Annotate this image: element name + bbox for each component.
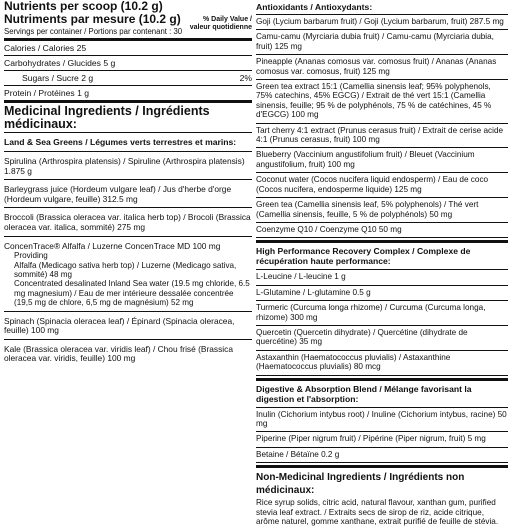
concentrace-title: ConcenTrace® Alfalfa / Luzerne ConcenTrace MD 100 mg [4, 240, 221, 251]
antioxidant-item: Green tea extract 15:1 (Camellia sinensis leaf; 95% polyphenols, 75% catechins, 45% EGCG) / Extrait de thé vert 15:1 (Camellia sinensis, feuille; 95 % de polyphénols, 75 % de catéchines, 45 % d'EGCG) 100 mg [256, 80, 508, 124]
protein-text: Protein / Protéines 1 g [4, 88, 90, 98]
dv-fr: valeur quotidienne [189, 23, 252, 31]
recovery-item: Quercetin (Quercetin dihydrate) / Quercétine (dihydrate de quercétine) 35 mg [256, 326, 508, 351]
sugars-pct: 2% [239, 73, 252, 83]
digestive-item: Betaine / Bétaïne 0.2 g [256, 448, 508, 463]
ingredients-column [256, 0, 508, 526]
non-medicinal-text: Rice syrup solids, citric acid, natural flavour, xanthan gum, purified stevia leaf extract. / Extraits secs de sirop de riz, acide citrique, arôme naturel, gomme xanthane, extrait purifié de feuille de stévia. [256, 498, 499, 526]
antioxidant-item: Green tea (Camellia sinensis leaf, 5% polyphenols) / Thé vert (Camellia sinensis, feuille, 5 % de polyphénols) 50 mg [256, 198, 508, 223]
ingredient-broccoli: Broccoli (Brassica oleracea var. italica herb top) / Brocoli (Brassica oleracea var. italica, sommité) 275 mg [4, 208, 252, 236]
servings-text: Servings per container / Portions par contenant : 30 [4, 27, 183, 36]
carbs-text: Carbohydrates / Glucides 5 g [4, 58, 116, 68]
protein-row [4, 86, 252, 103]
recovery-item: L-Glutamine / L-glutamine 0.5 g [256, 286, 508, 301]
sugars-text: Sugars / Sucre 2 g [22, 73, 94, 83]
alfalfa-item: Alfalfa (Medicago sativa herb top) / Luzerne (Medicago sativa, sommité) 48 mg [14, 260, 237, 279]
daily-value-header [190, 16, 252, 31]
ingredient-kale: Kale (Brassica oleracea var. viridis leaf) / Chou frisé (Brassica oleracea var. viridis, feuille) 100 mg [4, 343, 233, 364]
calories-row [4, 41, 252, 56]
antioxidant-item: Blueberry (Vaccinium angustifolium fruit) / Bleuet (Vaccinium angustifolium, fruit) 100 mg [256, 148, 508, 173]
digestive-item: Piperine (Piper nigrum fruit) / Pipérine (Piper nigrum, fruit) 5 mg [256, 432, 508, 447]
antioxidant-item: Coconut water (Cocos nucifera liquid endosperm) / Eau de coco (Cocos nucifera, endosperme liquide) 125 mg [256, 173, 508, 198]
title-fr: Nutriments par mesure (10.2 g) [4, 12, 181, 26]
calories-text: Calories / Calories 25 [4, 43, 87, 53]
ingredient-spinach: Spinach (Spinacia oleracea leaf) / Épinard (Spinacia oleracea, feuille) 100 mg [4, 312, 252, 340]
nutrition-column [4, 0, 252, 367]
recovery-item: Astaxanthin (Haematococcus pluvialis) / Astaxanthine (Haematococcus pluvialis) 80 mcg [256, 351, 508, 376]
antioxidants-list [256, 15, 508, 238]
seawater-item: Concentrated desalinated Inland Sea water (19.5 mg chloride, 6.5 mg magnesium) / Eau de mer intérieure dessalée concentrée (19,5 mg de chlore, 6,5 mg de magnésium) 52 mg [14, 279, 250, 308]
antioxidant-item: Tart cherry 4:1 extract (Prunus cerasus fruit) / Extrait de cerise acide 4:1 (Prunus cerasus, fruit) 100 mg [256, 124, 508, 149]
antioxidant-item: Pineapple (Ananas comosus var. comosus fruit) / Ananas (Ananas comosus var. comosus, fruit) 125 mg [256, 55, 508, 80]
antioxidants-title: Antioxidants / Antioxydants: [256, 0, 508, 15]
digestive-list [256, 408, 508, 464]
digestive-title: Digestive & Absorption Blend / Mélange favorisant la digestion et l'absorption: [256, 381, 508, 408]
antioxidant-item: Goji (Lycium barbarum fruit) / Goji (Lycium barbarum, fruit) 287.5 mg [256, 15, 508, 30]
dv-en: % Daily Value / [202, 16, 252, 23]
digestive-item: Inulin (Cichorium intybus root) / Inuline (Cichorium intybus, racine) 50 mg [256, 408, 508, 433]
medicinal-title: Medicinal Ingredients / Ingrédients médicinaux: [4, 103, 252, 133]
non-medicinal-title: Non-Medicinal Ingredients / Ingrédients non médicinaux: [256, 472, 465, 497]
antioxidant-item: Camu-camu (Myrciaria dubia fruit) / Camu-camu (Myrciaria dubia, fruit) 125 mg [256, 30, 508, 55]
antioxidant-item: Coenzyme Q10 / Coenzyme Q10 50 mg [256, 223, 508, 238]
ingredient-spirulina: Spirulina (Arthrospira platensis) / Spiruline (Arthrospira platensis) 1.875 g [4, 152, 252, 180]
land-sea-section: Land & Sea Greens / Légumes verts terrestres et marins: [4, 133, 252, 152]
providing-label: Providing [14, 251, 48, 261]
sugars-row [4, 71, 252, 86]
concentrace-block [4, 237, 252, 312]
ingredient-barleygrass: Barleygrass juice (Hordeum vulgare leaf) / Jus d'herbe d'orge (Hordeum vulgare, feuille) 312.5 mg [4, 180, 252, 208]
recovery-list [256, 270, 508, 375]
carbs-row [4, 56, 252, 71]
recovery-title: High Performance Recovery Complex / Complexe de récupération haute performance: [256, 243, 508, 270]
title-en: Nutrients per scoop (10.2 g) [4, 0, 163, 13]
recovery-item: L-Leucine / L-leucine 1 g [256, 270, 508, 285]
recovery-item: Turmeric (Curcuma longa rhizome) / Curcuma (Curcuma longa, rhizome) 300 mg [256, 301, 508, 326]
